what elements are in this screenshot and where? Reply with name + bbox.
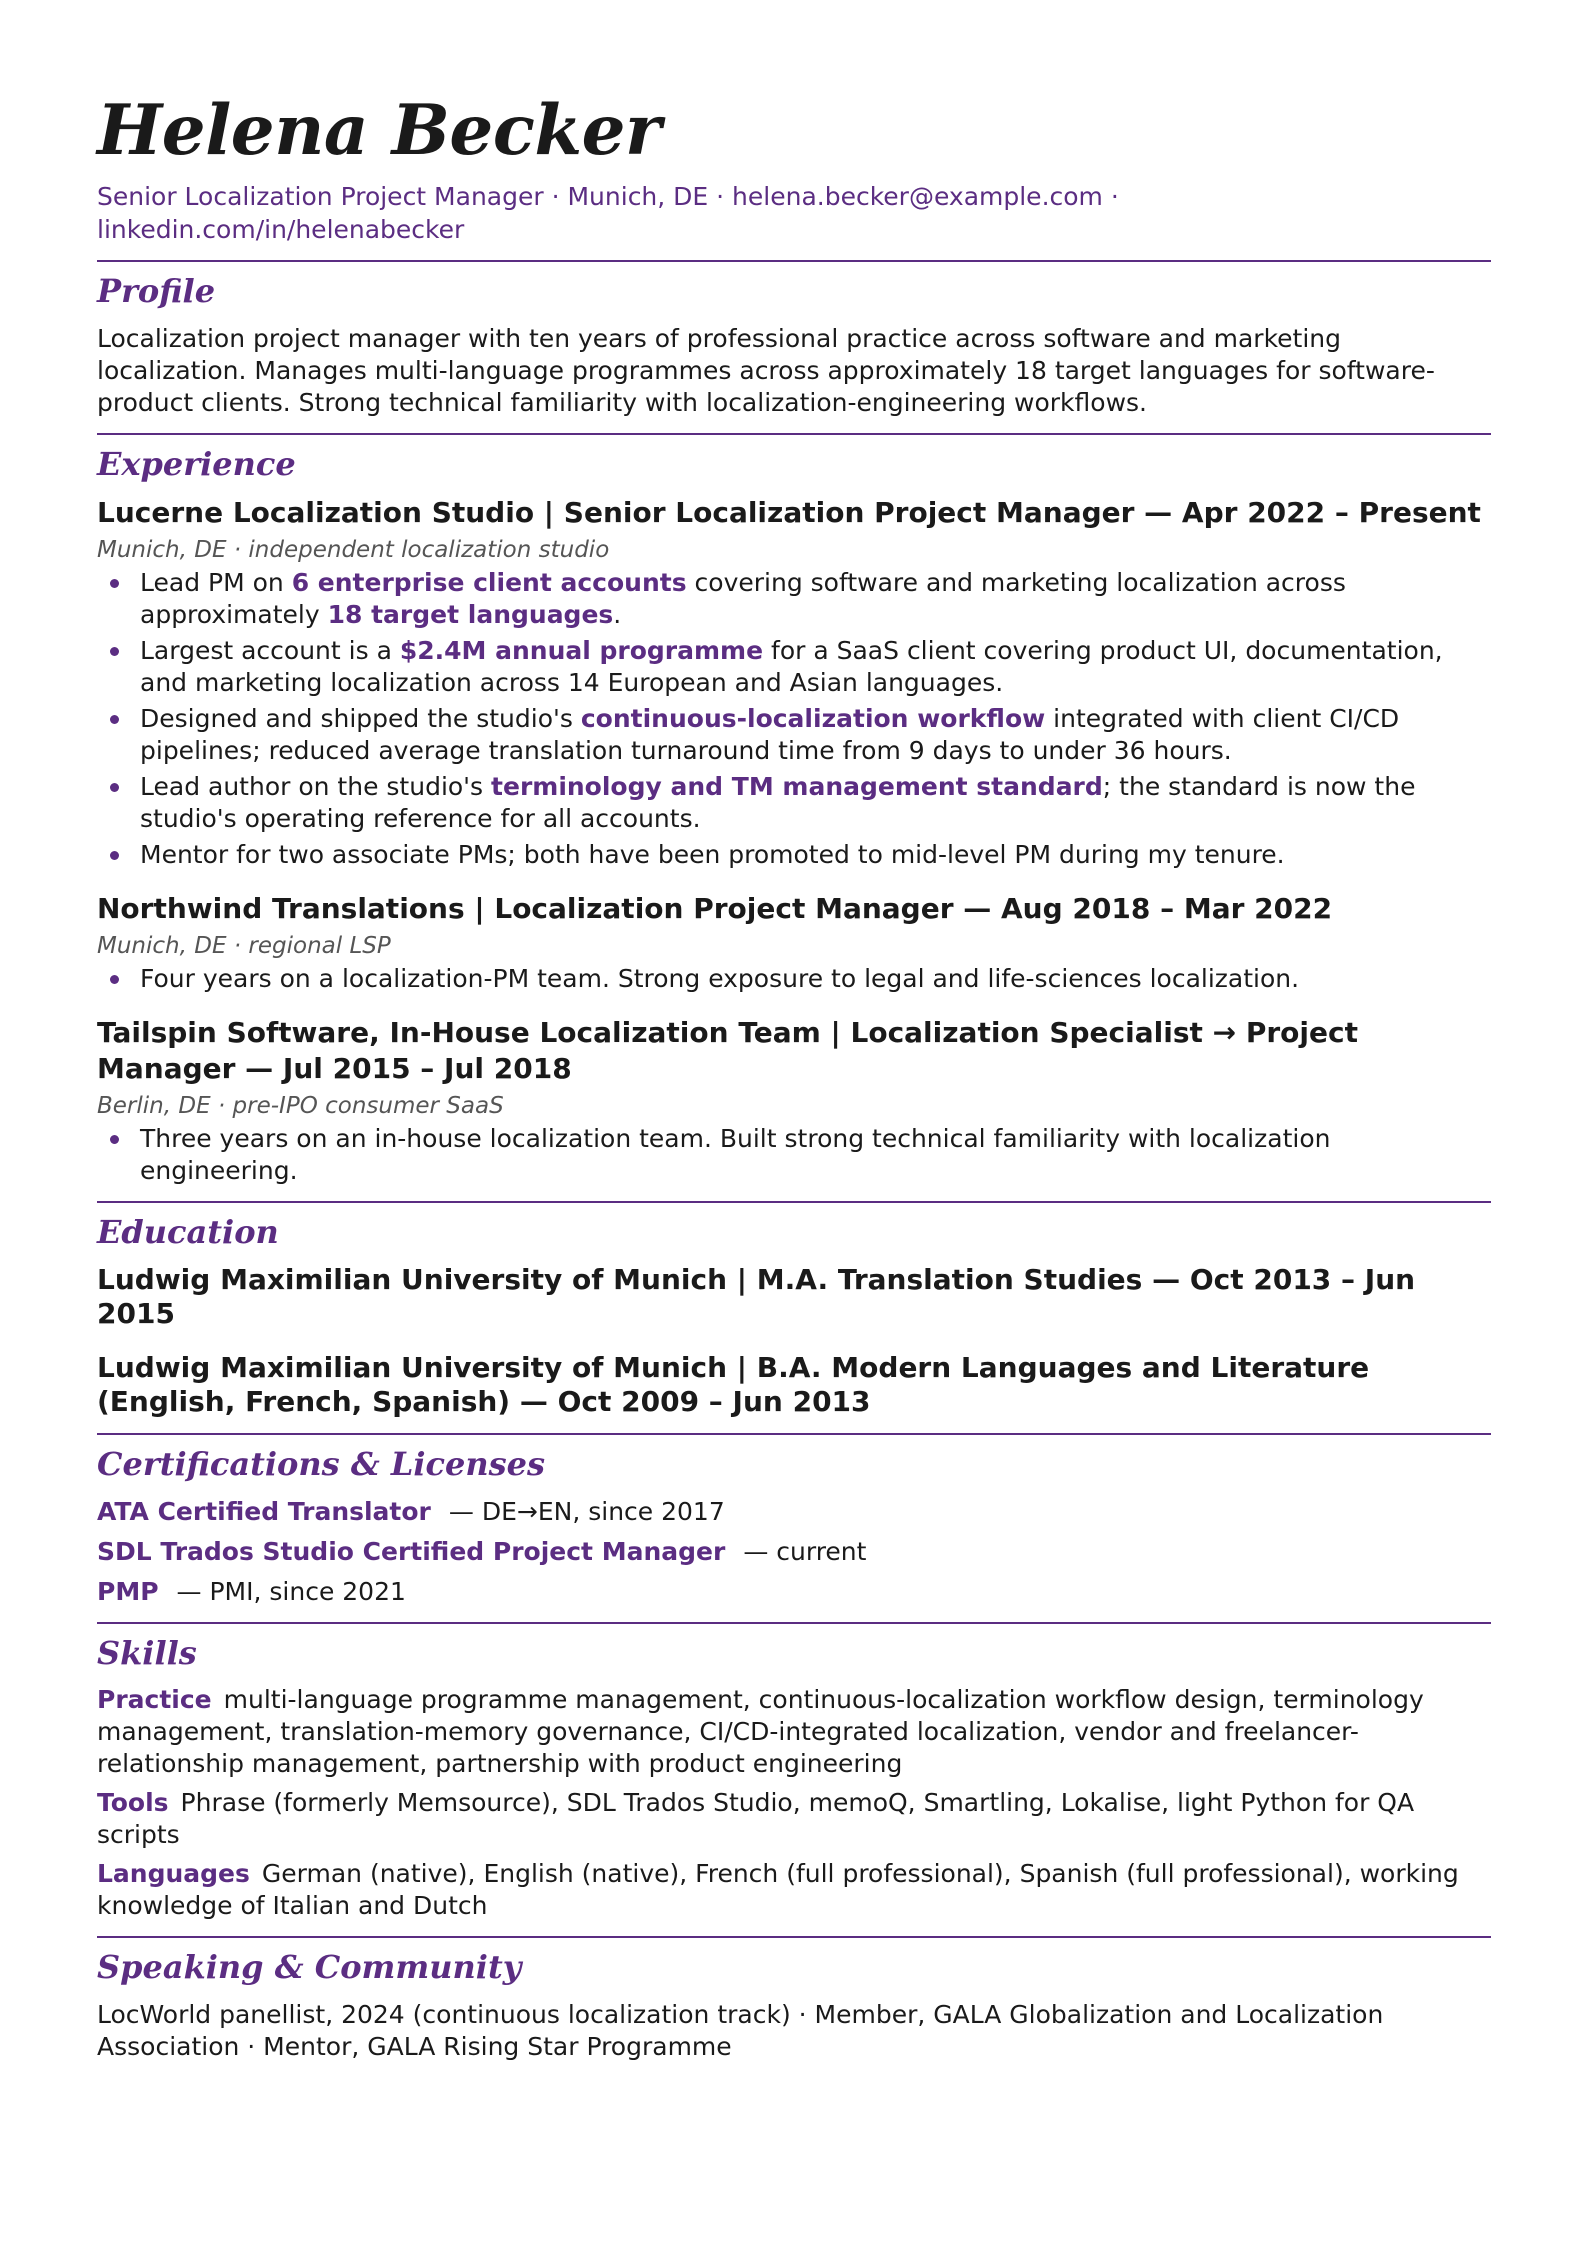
bullet-item: Lead PM on 6 enterprise client accounts covering software and marketing localization across approximately 18 target languages. bbox=[140, 567, 1491, 631]
cert-item: SDL Trados Studio Certified Project Manager — current bbox=[97, 1536, 867, 1566]
divider bbox=[97, 1201, 1491, 1203]
skill-row: Languages German (native), English (native), French (full professional), Spanish (full professional), working knowledge of Italian and Dutch bbox=[97, 1859, 1459, 1921]
skills-heading: Skills bbox=[97, 1633, 197, 1672]
speaking-heading: Speaking & Community bbox=[97, 1948, 522, 1987]
speaking-text: LocWorld panellist, 2024 (continuous localization track) · Member, GALA Globalization and Localization Association · Mentor, GALA Rising Star Programme bbox=[97, 1999, 1384, 2061]
job-meta: Munich, DE · independent localization studio bbox=[97, 537, 610, 564]
experience-heading: Experience bbox=[97, 444, 296, 483]
skill-row: Practice multi-language programme management, continuous-localization workflow design, terminology management, translation-memory governance, CI/CD-integrated localization, vendor and freelancer-relationship management, partnership with product engineering bbox=[97, 1685, 1424, 1779]
bullet-item: Three years on an in-house localization team. Built strong technical familiarity with localization engineering. bbox=[140, 1123, 1491, 1187]
education-entry: Ludwig Maximilian University of Munich | B.A. Modern Languages and Literature (English, French, Spanish) — Oct 2009 – Jun 2013 bbox=[97, 1351, 1370, 1419]
education-entry: Ludwig Maximilian University of Munich | M.A. Translation Studies — Oct 2013 – Jun 2015 bbox=[97, 1263, 1416, 1331]
certifications-heading: Certifications & Licenses bbox=[97, 1445, 545, 1484]
job-bullets bbox=[97, 1123, 1491, 1187]
contact-line: Senior Localization Project Manager · Munich, DE · helena.becker@example.com · linkedin.com/in/helenabecker bbox=[97, 182, 1119, 244]
job-meta: Berlin, DE · pre-IPO consumer SaaS bbox=[97, 1093, 504, 1120]
job-meta: Munich, DE · regional LSP bbox=[97, 933, 391, 960]
bullet-item: Mentor for two associate PMs; both have been promoted to mid-level PM during my tenure. bbox=[140, 839, 1491, 871]
profile-heading: Profile bbox=[97, 272, 216, 311]
job-heading: Tailspin Software, In-House Localization Team | Localization Specialist → Project Manager — Jul 2015 – Jul 2018 bbox=[97, 1016, 1358, 1086]
job-bullets bbox=[97, 963, 1491, 995]
bullet-item: Four years on a localization-PM team. Strong exposure to legal and life-sciences localization. bbox=[140, 963, 1491, 995]
divider bbox=[97, 260, 1491, 262]
skill-row: Tools Phrase (formerly Memsource), SDL Trados Studio, memoQ, Smartling, Lokalise, light Python for QA scripts bbox=[97, 1788, 1415, 1850]
job-bullets bbox=[97, 567, 1491, 871]
bullet-item: Designed and shipped the studio's continuous-localization workflow integrated with client CI/CD pipelines; reduced average translation turnaround time from 9 days to under 36 hours. bbox=[140, 703, 1491, 767]
job-heading: Lucerne Localization Studio | Senior Localization Project Manager — Apr 2022 – Present bbox=[97, 496, 1481, 530]
candidate-name: Helena Becker bbox=[97, 90, 661, 171]
divider bbox=[97, 1936, 1491, 1938]
divider bbox=[97, 1433, 1491, 1435]
education-heading: Education bbox=[97, 1213, 279, 1252]
bullet-item: Largest account is a $2.4M annual programme for a SaaS client covering product UI, documentation, and marketing localization across 14 European and Asian languages. bbox=[140, 635, 1491, 699]
cert-item: PMP — PMI, since 2021 bbox=[97, 1576, 406, 1606]
profile-text: Localization project manager with ten years of professional practice across software and marketing localization. Manages multi-language programmes across approximately 18 target languages for software-product clients. Strong technical familiarity with localization-engineering workflows. bbox=[97, 323, 1435, 417]
job-heading: Northwind Translations | Localization Project Manager — Aug 2018 – Mar 2022 bbox=[97, 892, 1333, 926]
divider bbox=[97, 433, 1491, 435]
cert-item: ATA Certified Translator — DE→EN, since 2017 bbox=[97, 1496, 725, 1526]
divider bbox=[97, 1622, 1491, 1624]
bullet-item: Lead author on the studio's terminology and TM management standard; the standard is now the studio's operating reference for all accounts. bbox=[140, 771, 1491, 835]
